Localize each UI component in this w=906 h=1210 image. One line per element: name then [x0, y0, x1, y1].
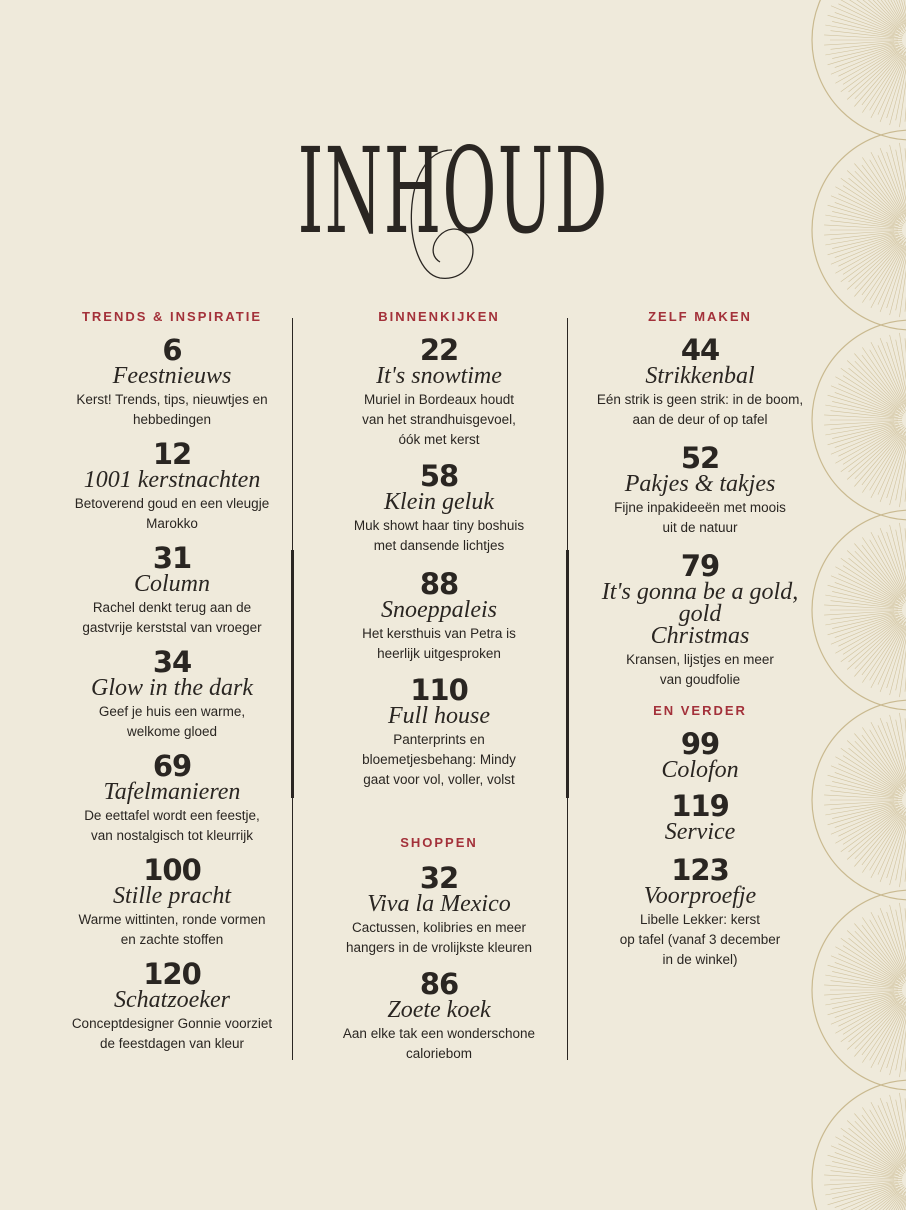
article-desc: Panterprints en bloemetjesbehang: Mindy gaat voor vol, voller, volst	[362, 732, 516, 787]
sunburst-icon	[812, 890, 906, 1090]
article-desc: Kransen, lijstjes en meer van goudfolie	[626, 652, 774, 687]
page-number: 120	[143, 957, 201, 991]
toc-entry[interactable]	[580, 441, 820, 552]
toc-entry[interactable]	[580, 549, 820, 702]
section-heading: ZELF MAKEN	[648, 309, 752, 324]
page-number: 22	[419, 333, 459, 367]
article-desc: Fijne inpakideeën met moois uit de natuur	[614, 500, 786, 535]
article-desc: Warme wittinten, ronde vormen en zachte stoffen	[78, 912, 266, 947]
article-title: Stille pracht	[113, 883, 231, 909]
toc-entry[interactable]	[580, 333, 820, 444]
page-number: 88	[419, 567, 459, 601]
article-title: Snoeppaleis	[381, 597, 497, 623]
article-title: 1001 kerstnachten	[83, 467, 261, 493]
page-number: 58	[419, 459, 459, 493]
article-desc: Geef je huis een warme, welkome gloed	[98, 704, 246, 739]
article-title: Pakjes & takjes	[624, 471, 776, 497]
article-title: It's snowtime	[376, 363, 502, 389]
toc-entry[interactable]	[52, 333, 292, 440]
article-title: Viva la Mexico	[367, 891, 511, 917]
page-number: 100	[143, 853, 201, 887]
toc-entry[interactable]	[52, 645, 292, 752]
article-title: Feestnieuws	[112, 363, 232, 389]
article-desc: Eén strik is geen strik: in de boom, aan de deur of op tafel	[596, 392, 804, 427]
article-desc: Muriel in Bordeaux houdt van het strandhuisgevoel, óók met kerst	[362, 392, 516, 447]
toc-entry[interactable]	[580, 789, 820, 856]
sunburst-icon	[812, 320, 906, 520]
article-title: Column	[133, 571, 210, 597]
page-number: 12	[152, 437, 192, 471]
page-number: 119	[671, 789, 729, 823]
article-title: Colofon	[661, 757, 739, 783]
toc-entry[interactable]	[52, 957, 292, 1064]
article-title: Klein geluk	[384, 489, 494, 515]
toc-entry[interactable]	[312, 967, 566, 1074]
page-number: 69	[152, 749, 192, 783]
article-desc: Het kersthuis van Petra is heerlijk uitgesproken	[362, 626, 516, 661]
page-number: 79	[680, 549, 720, 583]
article-desc: De eettafel wordt een feestje, van nostalgisch tot kleurrijk	[84, 808, 260, 843]
page-number: 123	[671, 853, 729, 887]
article-title: Zoete koek	[387, 997, 491, 1023]
toc-entry[interactable]	[580, 853, 820, 970]
toc-entry[interactable]	[312, 861, 566, 970]
column-1	[52, 308, 292, 1064]
section-heading: EN VERDER	[653, 703, 747, 718]
article-desc: Muk showt haar tiny boshuis met dansende lichtjes	[353, 518, 525, 553]
article-desc: Rachel denkt terug aan de gastvrije kerststal van vroeger	[82, 600, 262, 635]
sunburst-icon	[812, 700, 906, 900]
article-title: Schatzoeker	[114, 987, 230, 1013]
sunburst-icon	[812, 0, 906, 140]
article-title: Strikkenbal	[645, 363, 755, 389]
article-desc: Libelle Lekker: kerst op tafel (vanaf 3 december in de winkel)	[619, 912, 781, 967]
article-title: Service	[664, 819, 736, 845]
section-heading: BINNENKIJKEN	[378, 309, 500, 324]
page-number: 86	[419, 967, 459, 1001]
sunburst-icon	[812, 510, 906, 710]
article-desc: Cactussen, kolibries en meer hangers in de vrolijkste kleuren	[345, 920, 533, 955]
page-number: 31	[152, 541, 192, 575]
article-title: Full house	[388, 703, 490, 729]
page-number: 34	[152, 645, 192, 679]
article-desc: Kerst! Trends, tips, nieuwtjes en hebbedingen	[76, 392, 268, 427]
article-title: Voorproefje	[643, 883, 757, 909]
article-desc: Aan elke tak een wonderschone caloriebom	[342, 1026, 536, 1061]
page-number: 110	[410, 673, 468, 707]
page-number: 99	[680, 727, 720, 761]
column-divider	[567, 798, 568, 1060]
sunburst-icon	[812, 130, 906, 330]
column-divider	[566, 550, 569, 798]
page-number: 6	[162, 333, 182, 367]
toc-entry[interactable]	[580, 727, 820, 792]
toc-entry[interactable]	[52, 437, 292, 544]
page-number: 44	[680, 333, 720, 367]
column-divider	[292, 798, 293, 1060]
toc-entry[interactable]	[52, 853, 292, 960]
article-title: Tafelmanieren	[103, 779, 241, 805]
toc-entry[interactable]	[312, 567, 566, 676]
column-divider	[292, 318, 293, 550]
column-3	[580, 308, 820, 970]
article-title: Glow in the dark	[91, 675, 253, 701]
page-number: 32	[419, 861, 459, 895]
toc-entry[interactable]	[52, 749, 292, 856]
column-2	[312, 308, 566, 1074]
article-title: It's gonna be a gold, gold Christmas	[601, 579, 799, 649]
page-number: 52	[680, 441, 720, 475]
column-divider	[567, 318, 568, 550]
section-heading: SHOPPEN	[400, 835, 478, 850]
page-title: INHOUD	[297, 122, 609, 260]
column-divider	[291, 550, 294, 798]
toc-entry[interactable]	[52, 541, 292, 648]
article-desc: Betoverend goud en een vleugje Marokko	[74, 496, 270, 531]
toc-entry[interactable]	[312, 459, 566, 570]
toc-entry[interactable]	[312, 673, 566, 834]
sunburst-icon	[812, 1080, 906, 1210]
section-heading: TRENDS & INSPIRATIE	[81, 309, 263, 324]
toc-entry[interactable]	[312, 333, 566, 462]
article-desc: Conceptdesigner Gonnie voorziet de feestdagen van kleur	[71, 1016, 273, 1051]
